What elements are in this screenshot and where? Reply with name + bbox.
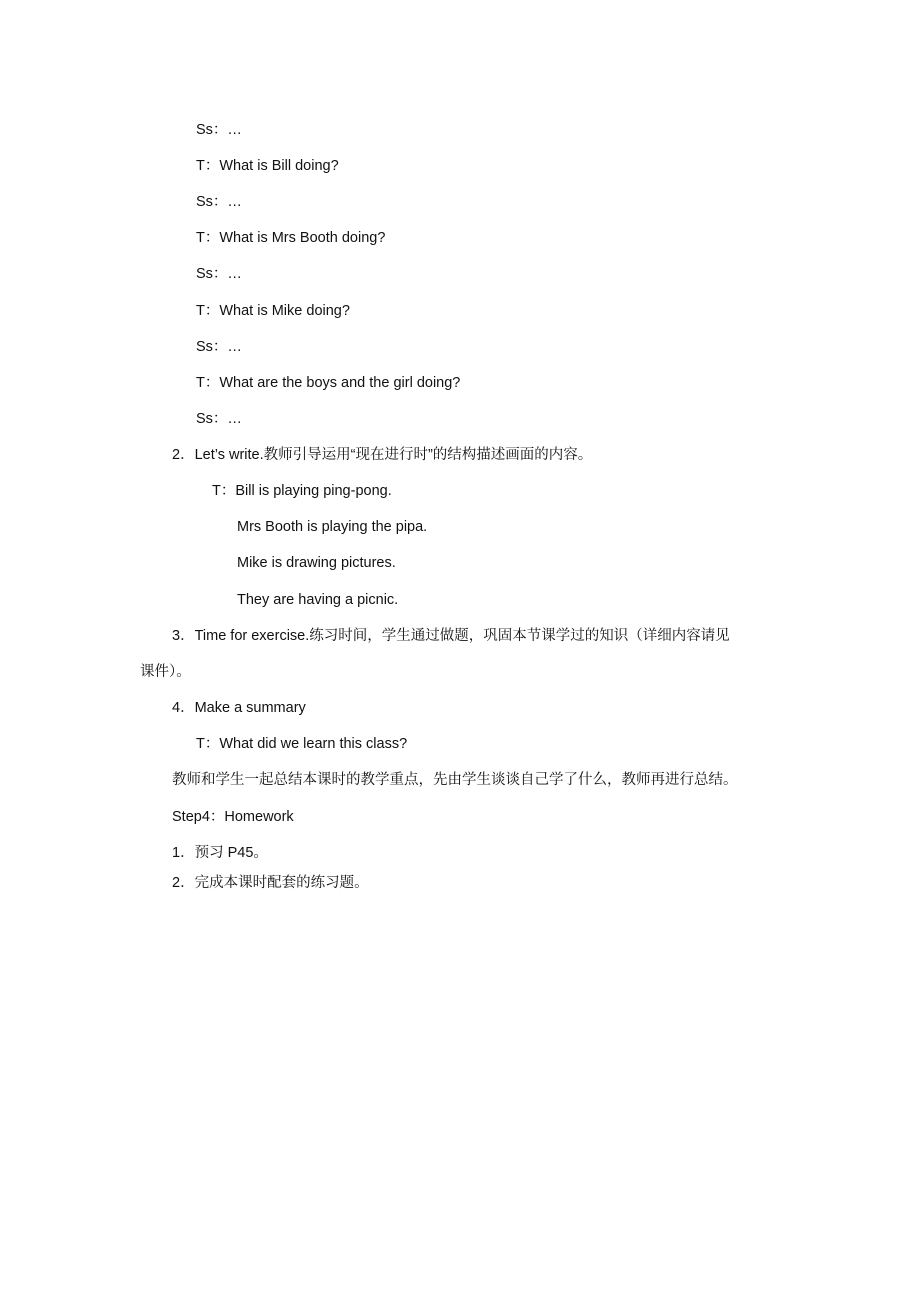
- summary-paragraph: 教师和学生一起总结本课时的教学重点，先由学生谈谈自己学了什么，教师再进行总结。: [172, 772, 738, 788]
- dialogue-text: …: [227, 194, 242, 210]
- speaker-label: Ss：: [196, 122, 228, 138]
- item-number: 2．: [172, 875, 195, 891]
- speaker-label: T：: [212, 483, 236, 499]
- item-number: 1．: [172, 845, 195, 861]
- dialogue-text: …: [227, 266, 242, 282]
- dialogue-line: [196, 228, 385, 248]
- speaker-label: T：: [196, 736, 220, 752]
- homework-item: [172, 843, 268, 863]
- list-item-2: [172, 445, 592, 465]
- question-text: What did we learn this class?: [219, 736, 408, 752]
- summary-question: [196, 734, 407, 754]
- example-sentence: [212, 481, 392, 501]
- dialogue-line: [196, 192, 242, 212]
- speaker-label: Ss：: [196, 194, 228, 210]
- example-sentence: Mike is drawing pictures.: [237, 555, 396, 571]
- dialogue-line: [196, 373, 460, 393]
- item-text: Time for exercise.练习时间，学生通过做题，巩固本节课学过的知识（详细内容请见: [194, 628, 730, 644]
- dialogue-text: What is Bill doing?: [219, 158, 339, 174]
- dialogue-line: [196, 301, 350, 321]
- item-number: 2．: [172, 447, 195, 463]
- item-number: 3．: [172, 628, 195, 644]
- dialogue-text: …: [227, 122, 242, 138]
- list-item-3: [172, 626, 730, 646]
- item-text: Make a summary: [194, 700, 306, 716]
- dialogue-text: What are the boys and the girl doing?: [219, 375, 461, 391]
- dialogue-line: [196, 409, 242, 429]
- homework-item: [172, 873, 369, 893]
- speaker-label: T：: [196, 375, 220, 391]
- example-sentence: They are having a picnic.: [237, 592, 399, 608]
- dialogue-line: [196, 337, 242, 357]
- dialogue-text: What is Mrs Booth doing?: [219, 230, 386, 246]
- list-item-4: [172, 698, 306, 718]
- sentence-text: Bill is playing ping-pong.: [235, 483, 392, 499]
- speaker-label: T：: [196, 230, 220, 246]
- item-text: Let’s write.教师引导运用“现在进行时”的结构描述画面的内容。: [194, 447, 593, 463]
- dialogue-text: …: [227, 411, 242, 427]
- speaker-label: T：: [196, 158, 220, 174]
- item-text: 预习 P45。: [194, 845, 268, 861]
- speaker-label: Ss：: [196, 339, 228, 355]
- dialogue-text: What is Mike doing?: [219, 303, 350, 319]
- speaker-label: Ss：: [196, 266, 228, 282]
- list-item-3-continuation: 课件）。: [140, 664, 191, 680]
- speaker-label: T：: [196, 303, 220, 319]
- item-text: 完成本课时配套的练习题。: [194, 875, 369, 891]
- speaker-label: Ss：: [196, 411, 228, 427]
- dialogue-line: [196, 264, 242, 284]
- dialogue-text: …: [227, 339, 242, 355]
- example-sentence: Mrs Booth is playing the pipa.: [237, 519, 428, 535]
- item-number: 4．: [172, 700, 195, 716]
- dialogue-line: [196, 156, 339, 176]
- dialogue-line: [196, 120, 242, 140]
- step4-heading: Step4：Homework: [172, 809, 294, 825]
